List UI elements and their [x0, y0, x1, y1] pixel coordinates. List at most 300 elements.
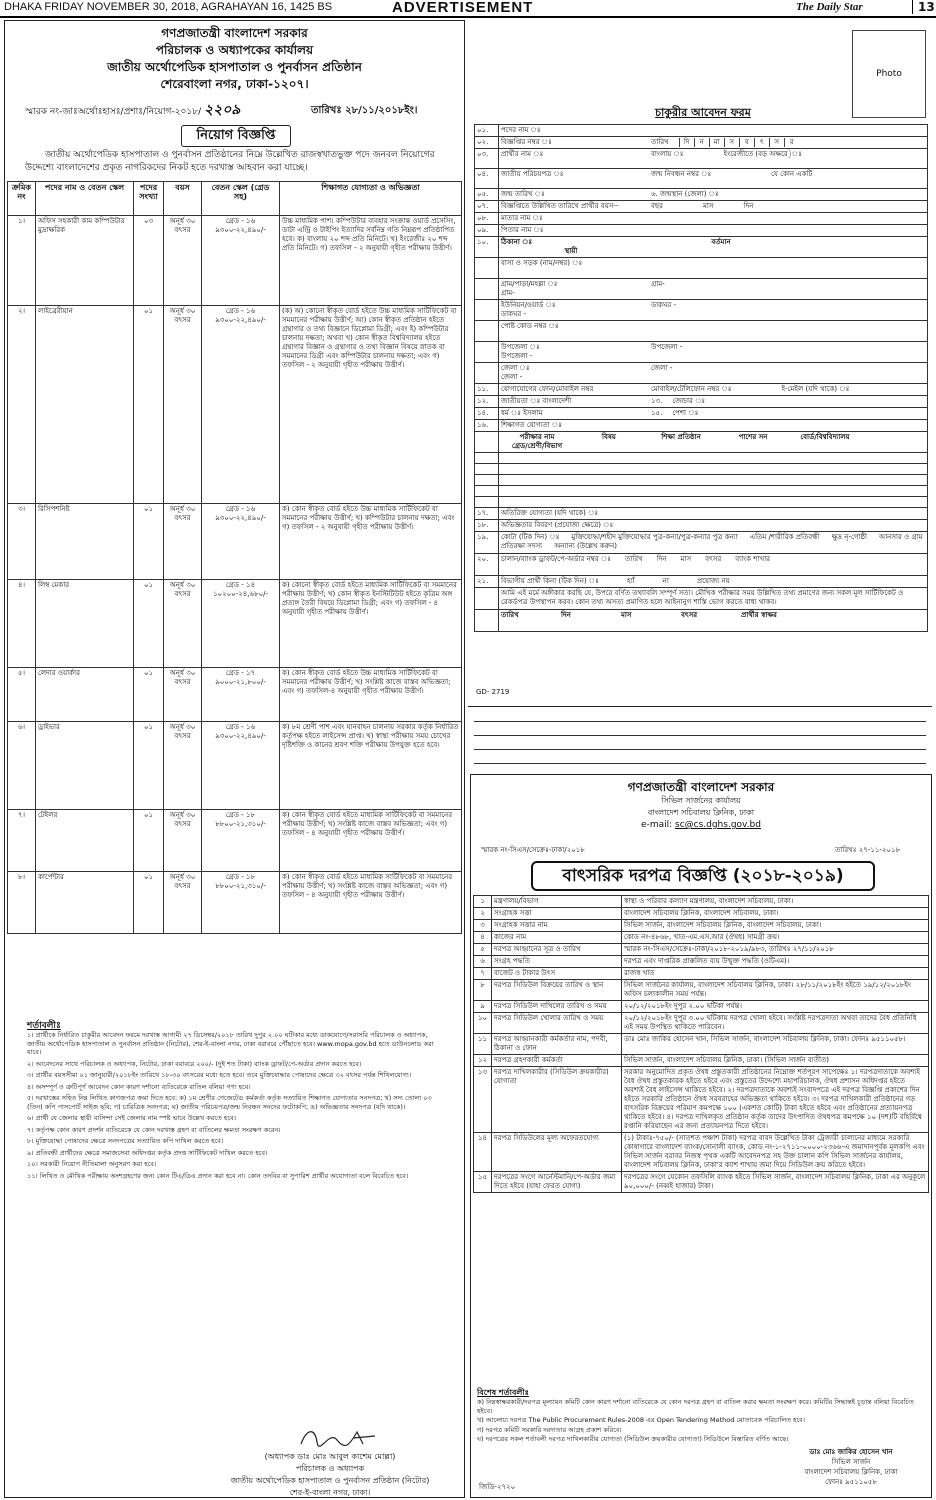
date-box: ব [739, 138, 754, 147]
vacancy-row [8, 722, 462, 810]
tender-govt-title: গণপ্রজাতন্ত্রী বাংলাদেশ সরকার [627, 780, 775, 794]
form-sub-label: পেশা ঃ [672, 409, 699, 417]
form-sub-label: ৬. জন্মস্থান (জেলা) ঃ [651, 190, 719, 198]
form-row-content [499, 396, 928, 408]
row-serial: ৫। [8, 668, 36, 722]
tender-serial: ১ [474, 896, 492, 908]
tender-item: সংগ্রাহক সত্তা [492, 908, 622, 920]
form-row [475, 420, 928, 432]
tender-row [474, 920, 929, 932]
form-sub-label: ১৩. [651, 397, 663, 405]
row-serial: ২। [8, 306, 36, 504]
office-title: পরিচালক ও অধ্যাপকের কার্যালয় [155, 43, 314, 57]
date-box: মা [709, 138, 724, 147]
form-row-number: ০৭. [475, 201, 499, 213]
tender-row [474, 944, 929, 956]
address-current: ডাকঘর - [651, 301, 677, 309]
row-serial: ৮। [8, 872, 36, 934]
education-header [475, 432, 928, 453]
tender-signatory-office: বাংলাদেশ সচিবালয় ক্লিনিক, ঢাকা [804, 1468, 898, 1476]
form-row [475, 149, 928, 169]
form-row-content [499, 497, 928, 508]
tender-signatory: ডাঃ মোঃ জাকির হোসেন খান [809, 1448, 893, 1456]
tender-row [474, 1172, 929, 1193]
row-scale: গ্রেড - ১৪ ১০২০০-২৪,৬৮০/- [202, 580, 280, 668]
date-box: ন [694, 138, 709, 147]
form-row-content [499, 408, 928, 420]
form-row-content [499, 149, 928, 169]
tender-value: সিভিল সার্জন, বাংলাদেশ সচিবালয় ক্লিনিক, ঢাকা। (সিভিল সার্জন ব্যতীত) [622, 1055, 929, 1067]
form-sub-label: ইংরেজীতে (বড় অক্ষরে)ঃ [723, 150, 802, 158]
departmental-option: হ্যাঁ [626, 577, 635, 585]
departmental-option: প্রযোজ্য নয় [696, 577, 730, 585]
form-title: চাকুরীর আবেদন ফরম [655, 106, 751, 119]
tender-value: কোড নং-৪৮৬৮, খাত-এম.এস.আর (ঔষধ) সামগ্রী ক্রয়। [622, 932, 929, 944]
row-age: অনূর্ধ ৩০ বৎসর [164, 722, 202, 810]
form-row-number [475, 363, 499, 384]
address-line [475, 342, 928, 363]
special-condition: গ) দরপত্র কমিটি সরকারি দরদাতার আগ্রহ প্রকাশ করিবে। [477, 1425, 622, 1434]
row-scale: গ্রেড - ১৬ ৯৩০০-২২,৪৯০/- [202, 306, 280, 504]
departmental-option: না [662, 577, 669, 585]
form-row-content [499, 363, 928, 384]
form-row-content [499, 588, 928, 610]
section-label: ADVERTISEMENT [392, 0, 534, 16]
tender-serial: ৮ [474, 980, 492, 1001]
condition-item: ৭। কর্তৃপক্ষ কোন কারণ প্রদর্শন ব্যতিরেকে যে কোন দরখাস্ত গ্রহণ বা বাতিলের ক্ষমতা সংরক্ষণ করেন। [27, 1125, 281, 1134]
address-line [475, 258, 928, 279]
form-sub-label: ১৫. [651, 409, 663, 417]
tender-serial: ১০ [474, 1013, 492, 1034]
date-box: র [784, 138, 799, 147]
form-row-content [499, 225, 928, 237]
form-row-number: ১৮. [475, 520, 499, 532]
tender-notice [470, 774, 932, 1498]
form-row-content [499, 125, 928, 137]
form-row-number [475, 486, 499, 497]
quota-row [475, 532, 928, 554]
tender-row [474, 1133, 929, 1172]
institute-title: জাতীয় অর্থোপেডিক হাসপাতাল ও পুনর্বাসন প্রতিষ্ঠান [107, 60, 362, 74]
form-row-content [499, 554, 928, 576]
departmental-option: বিভাগীয় প্রার্থী কিনা (টিক দিন) ঃ [501, 577, 599, 585]
condition-item: ৫। দরখাস্তের সহিত নিম্ন লিখিত কাগজপত্র জমা দিতে হবে: ক) ১ম শ্রেণীর গেজেটেড কর্মকর্তা কর্তৃক সত্যায়িত শিক্ষাগত যোগ্যতার সনদপত্র; খ) সদ্য তোলা ০৩ (তিন) কপি পাসপোর্ট সাইজ ছবি; গ) চারিত্রিক সনদপত্র; ঘ) জাতীয় পরিচয়পত্র/জন্ম নিবন্ধন সনদের ফটোকপি; ঙ) অভিজ্ঞতার সনদপত্র (যদি থাকে)। [27, 1094, 432, 1111]
tender-value: রাজস্ব খাত [622, 968, 929, 980]
form-row-number [475, 432, 499, 453]
tender-serial: ৯ [474, 1001, 492, 1013]
application-form [468, 20, 932, 710]
tender-item: দরপত্র সিডিউল খোলার তারিখ ও সময় [492, 1013, 622, 1034]
form-label: মাতার নাম ঃ [501, 214, 543, 222]
signature-row [475, 610, 928, 632]
form-row-content [499, 300, 928, 321]
education-column: পাশের সন [738, 433, 768, 441]
form-sub-label: মাস [703, 202, 714, 210]
condition-item: ৪। অসম্পূর্ণ ও ত্রুটিপূর্ণ আবেদন কোন কারণ দর্শানো ব্যতিরেকে বাতিল বলিয়া গণ্য হবে। [27, 1082, 251, 1091]
form-sub-label: ই-মেইল (যদি থাকে) ঃ [781, 385, 850, 393]
row-post: কার্পেন্টার [36, 872, 134, 934]
address-label: পোষ্ট কোড নম্বর ঃ [501, 322, 559, 330]
vacancy-row [8, 504, 462, 580]
col-qualification: শিক্ষাগত যোগ্যতা ও অভিজ্ঞতা [280, 182, 462, 216]
form-row-content [499, 237, 928, 258]
notice-date: তারিখঃ ২৮/১১/২০১৮ইং। [311, 105, 418, 116]
form-table [474, 124, 928, 632]
form-row-content [499, 486, 928, 497]
row-count: ০১ [134, 306, 164, 504]
declaration-row [475, 588, 928, 610]
address-permanent: ডাকঘর - [501, 310, 527, 318]
tender-item: সংগ্রহ পদ্ধতি [492, 956, 622, 968]
form-label: জাতীয় পরিচয়পত্র ঃ [501, 170, 564, 178]
email-link[interactable]: sc@cs.dghs.gov.bd [675, 820, 761, 830]
tender-value: ডাঃ মোঃ জাকির হোসেন খান, সিভিল সার্জন, বাংলাদেশ সচিবালয় ক্লিনিক, ঢাকা। ফোনঃ ৯৫১১০৫৮। [622, 1034, 929, 1055]
form-row-number: ২১. [475, 576, 499, 588]
row-serial: ১। [8, 216, 36, 306]
vacancy-row [8, 810, 462, 872]
form-row-content [499, 576, 928, 588]
page-number: 13 [912, 0, 935, 14]
tender-serial: ১৩ [474, 1067, 492, 1133]
tender-value: সরকার অনুমোদিত প্রকৃত ঔষধ প্রস্তুতকারী প্রতিষ্ঠানের নিম্নোক্ত শর্তপূরণ সাপেক্ষেঃ ১। দরপত্রদাতাকে অবশ্যই বৈধ ঔষধ প্রস্তুতকারক হইতে হইবে এবং প্রস্তুতের উদ্দেশ্যে মহাপরিচালক, ঔষধ প্রশাসন অধিদপ্তর হইতে অবশ্যই বৈধ লাইসেন্স থাকিতে হইবে। ২। দরপত্রদাতাকে অবশ্যই সংবাদপত্রে এই দরপত্র বিজ্ঞপ্তি প্রকাশের দিন হইতে সরকারি প্রতিষ্ঠানে ঔষধ সরবরাহের অভিজ্ঞতা থাকিতে হইবে। ৩। দরপত্র দাখিলকারী প্রতিষ্ঠানের গড় বাৎসরিক বিক্রয়ের পরিমাণ কমপক্ষে ১০০ (একশত কোটি) টাকা হইতে হইবে এবং প্রতিষ্ঠানের প্রত্যায়নপত্র থাকিতে হইবে। ৪। দরপত্র দাখিলকৃত প্রতিষ্ঠান কর্তৃক তাদের উৎপাদিত ঔষধপত্র কমপক্ষে ১০ (দশ)টি বহির্বিশ্বে রপ্তানি করিয়াছেন এর জন্য প্রত্যায়নপত্র দিতে হইবে। [622, 1067, 929, 1133]
row-scale: গ্রেড - ১৬ ৯৩০০-২২,৪৯০/- [202, 216, 280, 306]
row-qualification: ক) কোন স্বীকৃত বোর্ড হইতে মাধ্যমিক সার্টিফিকেট বা সমমানের পরীক্ষায় উত্তীর্ণ; খ) সংশ্লিষ্ট কাজে বাস্তব অভিজ্ঞতা; এবং গ) তফসিল - ৪ অনুযায়ী গৃহীত পরীক্ষায় উত্তীর্ণ। [280, 810, 462, 872]
address-permanent: উপজেলা - [501, 352, 533, 360]
date-box: স [769, 138, 784, 147]
payment-field: দিন [656, 555, 667, 563]
quota-option: মুক্তিযোদ্ধা/শহীদ মুক্তিযোদ্ধার পুত্র-কন্যা/পুত্র-কন্যার পুত্র কন্যা [571, 533, 738, 541]
tender-table [473, 895, 929, 1193]
institute-address: শেরেবাংলা নগর, ঢাকা-১২০৭। [160, 77, 309, 91]
condition-item: ৯। প্রতিবন্ধী প্রার্থীদের ক্ষেত্রে সমাজসেবা অধিদপ্তর কর্তৃক প্রদত্ত সার্টিফিকেট দাখিল করতে হবে। [27, 1148, 268, 1157]
education-column: পরীক্ষার নাম [519, 433, 555, 441]
address-line [475, 363, 928, 384]
condition-item: ৬। প্রার্থী যে জেলার স্থায়ী বাসিন্দা সেই জেলার নাম স্পষ্ট ভাবে উল্লেখ করতে হবে। [27, 1114, 236, 1122]
form-row-content [499, 258, 928, 279]
row-age: অনূর্ধ ৩০ বৎসর [164, 810, 202, 872]
form-row-number [475, 279, 499, 300]
row-scale: গ্রেড - ১৭ ৯০০০-২১,৮০০/- [202, 668, 280, 722]
address-current: গ্রাম- [651, 280, 665, 288]
tender-item: মন্ত্রণালয়/বিভাগ [492, 896, 622, 908]
form-row-number: ১৪. [475, 408, 499, 420]
form-label: প্রার্থীর নাম ঃ [501, 150, 544, 158]
tender-row [474, 980, 929, 1001]
form-sub-label: বাংলায় ঃ [651, 150, 684, 158]
form-label: যোগাযোগের ফোন/মোবাইল নম্বর [501, 385, 594, 393]
education-blank-row [475, 475, 928, 486]
signatory-name: (অধ্যাপক ডাঃ মোঃ আবুল কাশেম মোল্লা) [264, 1452, 396, 1461]
payment-field: বৎসর [705, 555, 722, 563]
tender-item: দরপত্র সিডিউলের মূল্য অফেরতযোগ্য [492, 1133, 622, 1172]
form-row-number [475, 464, 499, 475]
row-age: অনূর্ধ ৩০ বৎসর [164, 306, 202, 504]
form-label: পিতার নাম ঃ [501, 226, 544, 234]
tender-item: দরপত্র আহ্বানকারী কর্মকর্তার নাম, পদবী, ঠিকানা ও ফোন [492, 1034, 622, 1055]
form-row-number: ১৯. [475, 532, 499, 554]
row-qualification: ক) কোনো স্বীকৃত বোর্ড হইতে মাধ্যমিক সার্টিফিকেট বা সমমানের পরীক্ষায় উত্তীর্ণ; খ) কোন স্বীকৃত ইনস্টিটিউট হইতে কৃত্রিম অঙ্গ প্রত্যঙ্গ তৈরী বিষয়ে ডিপ্লোমা ডিগ্রী; এবং গ) তফসিল - ৪ অনুযায়ী গৃহীত পরীক্ষায় উত্তীর্ণ। [280, 580, 462, 668]
tender-row [474, 1034, 929, 1055]
form-row [475, 189, 928, 201]
row-age: অনূর্ধ ৩০ বৎসর [164, 580, 202, 668]
tender-item: দরপত্র সিডিউল বিক্রয়ের তারিখ ও স্থান [492, 980, 622, 1001]
tender-row [474, 1055, 929, 1067]
vacancy-row [8, 216, 462, 306]
form-row-content [499, 464, 928, 475]
tender-value: ২০/১২/২০১৮ইং দুপুর ২.০০ ঘটিকা পর্যন্ত। [622, 1001, 929, 1013]
address-label: ইউনিয়ন/ওয়ার্ড ঃ [501, 301, 556, 309]
form-row [475, 125, 928, 137]
form-row-number: ০৯. [475, 225, 499, 237]
row-post: অফিস সহকারী কাম কম্পিউটার মুদ্রাক্ষরিক [36, 216, 134, 306]
tender-signatory-title: সিভিল সার্জন [831, 1458, 871, 1466]
payment-field: মাস [680, 555, 692, 563]
govt-title: গণপ্রজাতন্ত্রী বাংলাদেশ সরকার [161, 26, 308, 40]
form-row [475, 213, 928, 225]
education-blank-row [475, 486, 928, 497]
education-column: শিক্ষা প্রতিষ্ঠান [661, 433, 701, 441]
form-row [475, 396, 928, 408]
row-age: অনূর্ধ ৩০ বৎসর [164, 216, 202, 306]
form-row-content [499, 201, 928, 213]
form-row-number: ১১. [475, 384, 499, 396]
col-post: পদের নাম ও বেতন স্কেল [36, 182, 134, 216]
date-box: স [724, 138, 739, 147]
row-post: রিসিপশনিষ্ট [36, 504, 134, 580]
row-qualification: (ক) অ) কোনো স্বীকৃত বোর্ড হইতে উচ্চ মাধ্যমিক সার্টিফিকেট বা সমমানের পরীক্ষায় উত্তীর্ণ; আ) কোন স্বীকৃত প্রতিষ্ঠান হইতে গ্রন্থাগার ও তথ্য বিজ্ঞানে ডিপ্লোমা ডিগ্রী; এবং ই) কম্পিউটার চালনায় দক্ষতা; অথবা খ) কোন স্বীকৃত বিশ্ববিদ্যালয় হইতে গ্রন্থাগার বিজ্ঞান ও গ্রন্থাগার ও তথ্য বিজ্ঞান বিষয়ে স্নাতক বা সমমানের ডিগ্রী এবং কম্পিউটার চালনায় দক্ষতা; এবং গ) তফসিল - ২ অনুযায়ী গৃহীত পরীক্ষায় উত্তীর্ণ। [280, 306, 462, 504]
tender-value: স্মারক নং-সিএস/সেক্রেঃ-ঢাকা/২০১৮-২০১৯/৯৮৩, তারিখঃ ২৭/১১/২০১৮ [622, 944, 929, 956]
form-row-number: ১৬. [475, 420, 499, 432]
form-row [475, 520, 928, 532]
form-row-number [475, 475, 499, 486]
address-line [475, 279, 928, 300]
departmental-row [475, 576, 928, 588]
tender-serial: ৭ [474, 968, 492, 980]
tender-title: বাৎসরিক দরপত্র বিজ্ঞপ্তি (২০১৮-২০১৯) [531, 861, 875, 891]
form-row-number [475, 588, 499, 610]
form-sub-label: জেন্ডার ঃ [672, 397, 706, 405]
signature-field: মাস [621, 611, 632, 619]
address-header: বর্তমান [711, 238, 731, 246]
form-row [475, 384, 928, 396]
form-label: পদের নাম ঃ [501, 126, 541, 134]
address-label: বাসা ও সড়ক (নাম/নম্বর) ঃ [501, 259, 583, 267]
form-row-content [499, 475, 928, 486]
address-label: জেলা ঃ [501, 364, 530, 372]
condition-item: ১১। লিখিত ও মৌখিক পরীক্ষায় অংশগ্রহণের জন্য কোন টিএ/ডিএ প্রদান করা হবে না। কোন তদবির বা সুপারিশ প্রার্থীর অযোগ্যতা বলে বিবেচিত হবে। [27, 1171, 409, 1180]
form-row-number: ০১. [475, 125, 499, 137]
tender-serial: ১৪ [474, 1133, 492, 1172]
date-box: দি [679, 138, 694, 147]
signature-field: তারিখ [501, 611, 519, 619]
form-label: জাতীয়তা ঃ বাংলাদেশী [501, 397, 572, 405]
tender-row [474, 1001, 929, 1013]
form-row-content [499, 342, 928, 363]
form-row-number: ০৫. [475, 189, 499, 201]
quota-option: কোটা (টিক দিন) ঃ [501, 533, 560, 541]
row-post: লেদার ওয়ার্কার [36, 668, 134, 722]
photo-box: Photo [852, 30, 926, 118]
col-serial: ক্রমিক নং [8, 182, 36, 216]
tender-memo: স্মারক নং-সিএস/সেক্রেঃ-ঢাকা/২০১৮ [481, 846, 585, 854]
form-label-2: জন্ম নিবন্ধন নম্বর ঃ [651, 170, 712, 178]
form-row-content [499, 279, 928, 300]
form-sub-label: দিন [743, 202, 754, 210]
form-row-number [475, 610, 499, 632]
dateline: DHAKA FRIDAY NOVEMBER 30, 2018, AGRAHAYAN 16, 1425 BS [4, 1, 333, 13]
form-row [475, 508, 928, 520]
form-row [475, 169, 928, 189]
col-count: পদের সংখ্যা [134, 182, 164, 216]
recruitment-ad [4, 20, 465, 1498]
form-row-content [499, 453, 928, 464]
special-list [477, 1398, 925, 1445]
form-row-number [475, 300, 499, 321]
tender-serial: ১১ [474, 1034, 492, 1055]
col-scale: বেতন স্কেল (গ্রেড সহ) [202, 182, 280, 216]
tender-value: সিভিল সার্জন, বাংলাদেশ সচিবালয় ক্লিনিক, বাংলাদেশ সচিবালয়, ঢাকা। [622, 920, 929, 932]
condition-item: ১০। সরকারী নিয়োগ নীতিমালা অনুসরণ করা হবে। [27, 1160, 157, 1168]
notice-title: নিয়োগ বিজ্ঞপ্তি [181, 125, 291, 147]
conditions-list [27, 1031, 447, 1183]
form-row [475, 225, 928, 237]
payment-field: চালান/ব্যাংক ড্রাফট/পে-অর্ডার নম্বর ঃ [501, 555, 611, 563]
signature-field: বৎসর [681, 611, 698, 619]
address-label: গ্রাম/পাড়া/মহল্লা ঃ [501, 280, 558, 288]
payment-field: ব্যাংক শাখার [735, 555, 770, 563]
form-row-content [499, 213, 928, 225]
row-qualification: উচ্চ মাধ্যমিক পাশ। কম্পিউটার ব্যবহার সংক্রান্ত ওয়ার্ড প্রসেসিং, ডাটা এন্ট্রি ও টাইপিং ইত্যাদির সর্বনিম্ন গতি নিম্নরূপ প্রতিষ্ঠাপিত হবে। ক) বাংলায় ২০ শব্দ প্রতি মিনিটে। খ) ইংরেজীঃ ২০ শব্দ প্রতি মিনিটে। গ) তফসিল - ২ অনুযায়ী গৃহীত পরীক্ষায় উত্তীর্ণ। [280, 216, 462, 306]
form-label: বিজ্ঞপ্তির নম্বর ঃ [501, 138, 552, 146]
tender-date: তারিখঃ ২৭-১১-২০১৮ [835, 846, 901, 854]
form-row-content [499, 520, 928, 532]
form-row [475, 408, 928, 420]
form-row-number [475, 258, 499, 279]
row-count: ০১ [134, 580, 164, 668]
row-scale: গ্রেড - ১৮ ৮৮০০-২১,৩১০/- [202, 810, 280, 872]
form-row-content [499, 610, 928, 632]
row-scale: গ্রেড - ১৬ ৯৩০০-২২,৪৯০/- [202, 504, 280, 580]
form-label: অতিরিক্ত যোগ্যতা (যদি থাকে) ঃ [501, 509, 599, 517]
quota-option: এতিম /শারীরিক প্রতিবন্ধী [749, 533, 820, 541]
signature-field: দিন [561, 611, 571, 619]
row-qualification: ক) কোন স্বীকৃত বোর্ড হইতে উচ্চ মাধ্যমিক সার্টিফিকেট বা সমমানের পরীক্ষায় উত্তীর্ণ; খ) সংশ্লিষ্ট কাজে বাস্তব অভিজ্ঞতা; এবং গ) তফসিল-৪ অনুযায়ী গৃহীত পরীক্ষায় উত্তীর্ণ। [280, 668, 462, 722]
condition-item: ৮। মুক্তিযোদ্ধা পোষ্যদের ক্ষেত্রে সনদপত্রের সত্যায়িত কপি দাখিল করতে হবে। [27, 1137, 224, 1145]
row-age: অনূর্ধ ৩০ বৎসর [164, 872, 202, 934]
tender-item: দরপত্র আহ্বানের সূত্র ও তারিখ [492, 944, 622, 956]
tender-value: (১) টাকাঃ-৭৫০/- (সাতশত পঞ্চাশ টাকা) দরপত্র বাবদ উল্লেখিত টাকা ট্রেজারী চালানের মাধ্যমে সরকারি কোষাগারে বাংলাদেশ ব্যাংক/সোনালী ব্যাংক, কোড নং-১-২৭১১-০০০০-২৩৬৬-এ জমাদানপূর্বক মূলকপি এবং সিভিল সার্জন বরাবর নিজস্ব পৃথক একটি আবেদনপত্র সহ উক্ত চালান কপি সিভিল সার্জনের কার্যালয়, বাংলাদেশ সচিবালয় ক্লিনিক, ঢাকা'র ক্যাশ শাখায় জমা দিয়ে সিডিউল ক্রয় করিতে হইবে। [622, 1133, 929, 1172]
tender-value: স্বাস্থ্য ও পরিবার কল্যাণ মন্ত্রণালয়, বাংলাদেশ সচিবালয়, ঢাকা। [622, 896, 929, 908]
row-count: ০১ [134, 504, 164, 580]
form-label: বিজ্ঞপ্তিতে উল্লিখিত তারিখে প্রার্থীর বয়স-- [501, 202, 619, 210]
tender-value: বাংলাদেশ সচিবালয় ক্লিনিক, বাংলাদেশ সচিবালয়, ঢাকা। [622, 908, 929, 920]
special-condition: খ) আলোচ্য দরপত্র The Public Procurement Rules-2008 এর Open Tendering Method মোতাবেক পরিচালিত হবে। [477, 1416, 805, 1424]
signatory-title: পরিচালক ও অধ্যাপক [295, 1464, 365, 1473]
education-blank-row [475, 453, 928, 464]
row-post: টেইলর [36, 810, 134, 872]
tender-row [474, 1013, 929, 1034]
tender-office: সিভিল সার্জনের কার্যালয় [661, 796, 741, 805]
row-count: ০১ [134, 722, 164, 810]
signatory-address: শের-ই-বাংলা নগর, ঢাকা। [289, 1488, 371, 1497]
row-scale: গ্রেড - ১৮ ৮৮০০-২১,৩১০/- [202, 872, 280, 934]
form-sub-label: বছর [651, 202, 663, 210]
vacancy-table [7, 181, 462, 934]
form-row-content [499, 321, 928, 342]
address-permanent: জেলা - [501, 373, 523, 381]
form-label: অভিজ্ঞতার বিবরণ (প্রযোজ্য ক্ষেত্রে) ঃ [501, 521, 614, 529]
address-header: ঠিকানা ঃ [501, 238, 533, 246]
tender-row [474, 956, 929, 968]
form-row-number: ১২. [475, 396, 499, 408]
tender-row [474, 896, 929, 908]
row-count: ০১ [134, 810, 164, 872]
tender-item: দরপত্র সিডিউল দাখিলের তারিখ ও সময় [492, 1001, 622, 1013]
form-label: জন্ম তারিখ ঃ [501, 190, 545, 198]
row-serial: ৩। [8, 504, 36, 580]
signatory-institute: জাতীয় অর্থোপেডিক হাসপাতাল ও পুনর্বাসন প্রতিষ্ঠান (নিটোর) [230, 1476, 430, 1485]
row-serial: ৪। [8, 580, 36, 668]
tender-serial: ৫ [474, 944, 492, 956]
tender-serial: ৩ [474, 920, 492, 932]
education-blank-row [475, 497, 928, 508]
signature [297, 1424, 377, 1450]
row-count: ০৩ [134, 216, 164, 306]
tender-gd-number: জিডি-২৭২০ [479, 1483, 516, 1491]
tender-value: দরপত্রের সংগে যেকোন তফসিলি ব্যাংক হইতে সিভিল সার্জন, বাংলাদেশ সচিবালয় ক্লিনিক, ঢাকা এর অনুকূলে ৯০,০০০/- (নব্বই হাজার) টাকা। [622, 1172, 929, 1193]
tender-row [474, 908, 929, 920]
form-sub-label: মোবাইল/টেলিফোন নম্বর ঃ [651, 385, 732, 393]
form-row-content [499, 420, 928, 432]
form-sub-label: যে কোন একটি [771, 170, 813, 178]
form-row-number: ০৮. [475, 213, 499, 225]
tender-signatory-phone: ফোনঃ ৯৫১১০৫৮ [825, 1478, 877, 1486]
row-post: ড্রাইভার [36, 722, 134, 810]
form-row-number: ০৩. [475, 149, 499, 169]
tender-item: সংগ্রাহক সত্তার নাম [492, 920, 622, 932]
tender-serial: ১২ [474, 1055, 492, 1067]
tender-item: দরপত্র গ্রহণকারী কর্মকর্তা [492, 1055, 622, 1067]
tender-serial: ৬ [474, 956, 492, 968]
tender-serial: ৪ [474, 932, 492, 944]
quota-option: আনসার ও গ্রাম প্রতিরক্ষা সদস্য [501, 533, 923, 550]
address-current: জেলা - [651, 364, 673, 372]
special-condition: ঘ) দরপত্রের সকল শর্তাবলী দরপত্র দাখিলকারীর যোগ্যতা (সিডিউল ক্রয়কারীর যোগ্যতা) সিডিউলে বিস্তারিত বর্ণিত আছে। [477, 1435, 789, 1443]
signature-field: প্রার্থীর স্বাক্ষর [741, 611, 777, 619]
address-line [475, 300, 928, 321]
special-condition: ক) নিম্নস্বাক্ষরকারী/দরপত্র মূল্যায়ন কমিটি কোন কারণ দর্শানো ব্যতিরেকে যে কোন দরপত্র গ্রহণ বা বাতিল করার ক্ষমতা সংরক্ষণ করে। কমিটির সিদ্ধান্তই চূড়ান্ত বলিয়া বিবেচিত হইবে। [477, 1398, 914, 1415]
vacancy-row [8, 580, 462, 668]
conditions-title: শর্তাবলীঃ [27, 1021, 61, 1031]
address-permanent: গ্রাম- [501, 289, 515, 297]
form-label: শিক্ষাগত যোগ্যতা ঃ [501, 421, 562, 429]
notice-intro: জাতীয় অর্থোপেডিক হাসপাতাল ও পুনর্বাসন প্রতিষ্ঠানের নিম্নে উল্লেখিত রাজস্বখাতভুক্ত পদে জনবল নিয়োগের উদ্দেশ্যে বাংলাদেশের প্রকৃত নাগরিকদের নিকট হতে দরখাস্ত আহবান করা যাচ্ছে। [25, 150, 435, 173]
form-row-number: ২০. [475, 554, 499, 576]
row-count: ০১ [134, 668, 164, 722]
row-serial: ৭। [8, 810, 36, 872]
tender-serial: ১৫ [474, 1172, 492, 1193]
condition-item: ২। আবেদনের সাথে পরিচালক ও অধ্যাপক, নিটোর, ঢাকা বরাবরে ২০০/- (দুই শত টাকা) ব্যাংক ড্রাফট/পে-অর্ডার প্রদান করতে হবে। [27, 1059, 362, 1068]
education-column: বিষয় [602, 433, 616, 441]
tender-item: বাজেট ও টাকার উৎস [492, 968, 622, 980]
row-serial: ৬। [8, 722, 36, 810]
quota-option: ক্ষুদ্র নৃ-গোষ্ঠী [831, 533, 868, 541]
tender-clinic: বাংলাদেশ সচিবালয় ক্লিনিক, ঢাকা [647, 808, 755, 817]
row-post: লিম্ব মেকার [36, 580, 134, 668]
tender-value: দরপত্র এবং দাপ্তরিক প্রাক্কলিত ব্যয় উন্মুক্ত পদ্ধতি (ওটিএম)। [622, 956, 929, 968]
address-row [475, 237, 928, 258]
memo-number: স্মারক নং-জাঃঅর্থোঃহাসঃ/প্রশাঃ/নিয়োগ-২০১৮/ ২২০৯ [25, 102, 241, 118]
